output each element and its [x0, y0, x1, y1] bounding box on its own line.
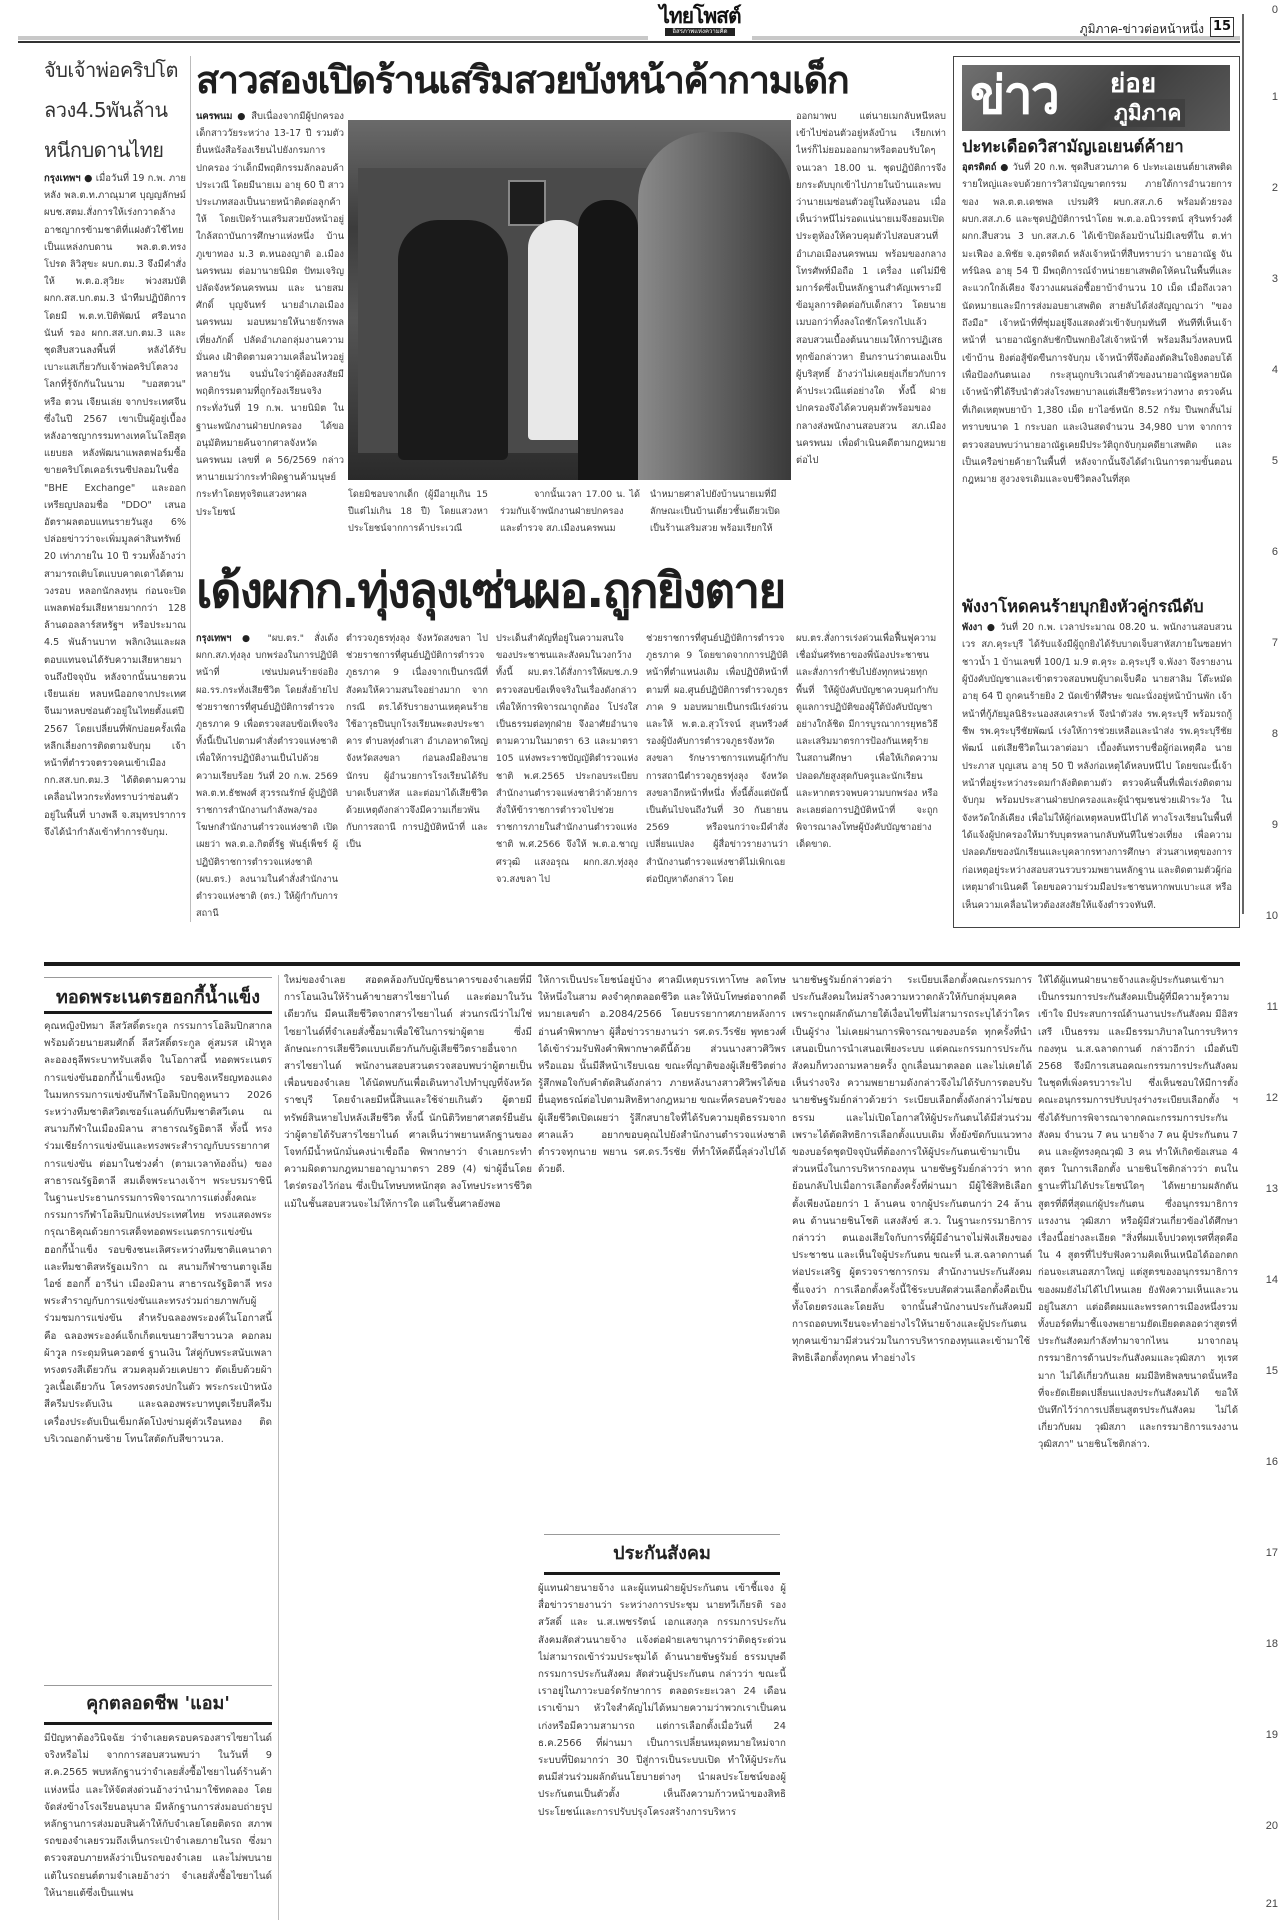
photo-caption-col-2: จากนั้นเวลา 17.00 น. ได้ร่วมกับเจ้าพนักงานฝ่ายปกครอง และตำรวจ สภ.เมืองนครพนม — [500, 489, 640, 535]
section-divider — [44, 962, 1240, 966]
brief-item-1-body — [962, 159, 1232, 589]
ruler-mark: 10 — [1265, 910, 1278, 922]
section-label: ภูมิภาค-ข่าวต่อหน้าหนึ่ง — [1079, 22, 1204, 36]
rule — [44, 1685, 272, 1686]
story-text: วันที่ 20 ก.พ. ชุดสืบสวนภาค 6 ปะทะเอเยนต์ยาเสพติดรายใหญ่และจบด้วยการวิสามัญฆาตกรรม ภายใต้การอำนวยการของ พล.ต.ต.เดชพล เปรมศิริ ผบก.สส.ภ.6 พร้อมด้วยรอง ผบก.สส.ภ.6 และชุดปฏิบัติการนำโดย พ.ต.อ.อนิวรรตน์ สุรินทร์วงศ์ ผกก.สืบสวน 3 บก.สส.ภ.6 ได้เข้าปิดล้อมบ้านไม่มีเลขที่ใน ต.ท่ามะเฟือง อ.พิชัย จ.อุตรดิตถ์ หลังเจ้าหน้าที่สืบทราบว่า นายอาณัฐ จันทร์นิลฉ อายุ 54 ปี มีพฤติการณ์จำหน่ายยาเสพติดให้คนในพื้นที่และละแวกใกล้เคียง จึงวางแผนล่อซื้อยาบ้าจำนวน 10 เม็ด เมื่อถึงเวลานัดหมายและมีการส่งมอบยาเสพติด สายลับได้ส่งสัญญาณว่า "ของถึงมือ" เจ้าหน้าที่ที่ซุ่มอยู่จึงแสดงตัวเข้าจับกุมทันที ทันทีที่เห็นเจ้าหน้าที่ นายอาณัฐกลับชักปืนพกยิงใส่เจ้าหน้าที่ พร้อมลืมวิ่งหลบหนีเข้าบ้าน ยิงต่อสู้ขัดขืนการจับกุม เจ้าหน้าที่จึงต้องตัดสินใจยิงตอบโต้เพื่อป้องกันตนเอง กระสุนถูกบริเวณลำตัวของนายอาณัฐหลายนัด เจ้าหน้าที่ได้รีบนำตัวส่งโรงพยาบาลแต่เสียชีวิตระหว่างทาง ตรวจค้นที่เกิดเหตุพบยาบ้า 1,380 เม็ด ยาไอซ์หนัก 8.52 กรัม ปืนพกสั้นไม่ทราบขนาด 1 กระบอก และเงินสดจำนวน 34,980 บาท จากการตรวจสอบพบว่านายอาณัฐเคยมีประวัติถูกจับกุมคดียาเสพติด และเป็นเครือข่ายค้ายาในพื้นที่ หลังจากนั้นจึงได้ดำเนินการตามขั้นตอนกฎหมาย สูงวงจรเดิมและจบชีวิตลงในที่สุด — [962, 162, 1232, 486]
photo-figure-officer-mid — [578, 200, 638, 480]
column-court-body-right: ใหม่ของจำเลย สอดคล้องกับบัญชีธนาคารของจำเลยที่มีการโอนเงินให้ร้านค้าขายสารไซยาไนด์ และต่อมาในวันเดียวกัน มีคนเสียชีวิตจากสารไซยาไนด์ ส่วนกรณีว่าไม่ใช่ไซยาไนด์ที่จำเลยสั่งซื้อมาเพื่อใช้ในการฆ่าผู้ตาย ซึ่งมีลักษณะการเสียชีวิตแบบเดียวกันกับผู้เสียชีวิตรายอื่นจากสารไซยาไนด์ พนักงานสอบสวนตรวจสอบพบว่าผู้ตายเป็นเพื่อนของจำเลย ได้นัดพบกันเพื่อเดินทางไปทำบุญที่จังหวัดราชบุรี โดยจำเลยมีหนี้สินและใช้จ่ายเกินตัว ผู้ตายมีทรัพย์สินหายไปหลังเสียชีวิต ทั้งนี้ นักนิติวิทยาศาสตร์ยืนยันว่าผู้ตายได้รับสารไซยาไนด์ ศาลเห็นว่าพยานหลักฐานของโจทก์มีน้ำหนักมั่นคงน่าเชื่อถือ พิพากษาว่า จำเลยกระทำความผิดตามกฎหมายอาญามาตรา 289 (4) ฆ่าผู้อื่นโดยไตร่ตรองไว้ก่อน ซึ่งเป็นโทษบทหนักสุด ลงโทษประหารชีวิต แม้ในชั้นสอบสวนจะไม่ให้การใด แต่ในชั้นศาลยังพอ — [284, 975, 532, 1210]
column-court-body-left: มีปัญหาต้องวินิจฉัย ว่าจำเลยครอบครองสารไซยาไนด์จริงหรือไม่ จากการสอบสวนพบว่า ในวันที่ 9 ส.ค.2565 พบหลักฐานว่าจำเลยสั่งซื้อไซยาไนด์ร้านค้าแห่งหนึ่ง และให้จัดส่งด่วนอ้างว่านำมาใช้ทดลอง โดยจัดส่งข้างโรงเรียนอนุบาล มีหลักฐานการส่งมอบถ่ายรูปหลักฐานการส่งมอบสินค้าให้กับจำเลยโดยติดรถ สภาพรถของจำเลยรวมถึงเห็นกระเป๋าจำเลยภายในรถ ซึ่งมาตรวจสอบภายหลังว่าเป็นรถของจำเลย และไม่พบนายแต้ในรถยนต์ตามจำเลยอ้างว่า จำเลยสั่งซื้อไซยาไนด์ให้นายแต้ซึ่งเป็นแฟน — [44, 1733, 272, 1899]
ruler-mark: 3 — [1271, 273, 1278, 285]
ruler-mark: 11 — [1266, 1001, 1278, 1013]
dateline: นครพนม ● — [196, 111, 247, 122]
story-police-col-1 — [196, 630, 338, 930]
ruler-bar — [1242, 14, 1244, 914]
photo-frame-portrait — [508, 180, 546, 226]
ruler-mark: 9 — [1271, 819, 1278, 831]
ruler-mark: 7 — [1271, 637, 1278, 649]
ruler-mark: 4 — [1271, 364, 1278, 376]
story-police-col-3: ประเด็นสำคัญที่อยู่ในความสนใจของประชาชนและสังคมในวงกว้าง ทั้งนี้ ผบ.ตร.ได้สั่งการให้ผบช.ภ.9 ตรวจสอบข้อเท็จจริงในเรื่องดังกล่าว เพื่อให้การพิจารณาถูกต้อง โปร่งใส เป็นธรรมต่อทุกฝ่าย จึงอาศัยอำนาจตามความในมาตรา 63 และมาตรา 105 แห่งพระราชบัญญัติตำรวจแห่งชาติ พ.ศ.2565 ประกอบระเบียบสำนักงานตำรวจแห่งชาติว่าด้วยการสั่งให้ข้าราชการตำรวจไปช่วยราชการภายในสำนักงานตำรวจแห่งชาติ พ.ศ.2566 จึงให้ พ.ต.อ.ชาญศรวุฒิ แสงอรุณ ผกก.สภ.ทุ่งลุง จว.สงขลา ไป — [496, 633, 638, 885]
ruler-mark: 13 — [1265, 1183, 1278, 1195]
column-princess-heading: ทอดพระเนตรฮอกกี้น้ำแข็ง — [55, 987, 261, 1008]
column-social-heading: ประกันสังคม — [613, 1543, 711, 1564]
story-text: วันที่ 20 ก.พ. เวลาประมาณ 08.20 น. พนักงานสอบสวนเวร สภ.คุระบุรี ได้รับแจ้งมีผู้ถูกยิงได้รับบาดเจ็บสาหัสภายในซอยท่าชาวน้ำ 1 บ้านเลขที่ 100/1 ม.9 ต.คุระ อ.คุระบุรี จ.พังงา จึงรายงานผู้บังคับบัญชาและเข้าตรวจสอบพบผู้บาดเจ็บคือ นายสาลิม โต๊ะหมัด อายุ 64 ปี ถูกคนร้ายยิง 2 นัดเข้าที่ศีรษะ ขณะนั่งอยู่หน้าบ้านพัก เจ้าหน้าที่กู้ภัยมูลนิธิระนองสงเคราะห์ จึงนำตัวส่ง รพ.คุระบุรี พร้อมรถกู้ชีพ รพ.คุระบุรีชัยพัฒน์ เร่งให้การช่วยเหลือและนำส่ง รพ.คุระบุรีชัยพัฒน์ แต่เสียชีวิตในเวลาต่อมา เบื้องต้นทราบชื่อผู้ก่อเหตุคือ นายประภาส บุญเสน อายุ 50 ปี หลังก่อเหตุได้หลบหนีไป โดยขณะนี้เจ้าหน้าที่อยู่ระหว่างระดมกำลังติดตามตัว ตรวจค้นพื้นที่เพื่อเร่งติดตามจับกุม พร้อมประสานฝ่ายปกครองและผู้นำชุมชนช่วยเฝ้าระวัง ในจังหวัดใกล้เคียง เพื่อไม่ให้ผู้ก่อเหตุหลบหนีไปได้ ทางโรงเรียนในพื้นที่ได้แจ้งผู้ปกครองให้มารับบุตรหลานกลับทันทีในช่วงเที่ยง เพื่อความปลอดภัยของนักเรียนและบุคลากรทางการศึกษา ส่วนสาเหตุของการก่อเหตุอยู่ระหว่างสอบสวนรวบรวมพยานหลักฐาน และติดตามตัวผู้ก่อเหตุมาดำเนินคดี โดยขอความร่วมมือประชาชนหากพบเบาะแส หรือเห็นความเคลื่อนไหวต้องสงสัยให้แจ้งตำรวจทันที. — [962, 622, 1232, 911]
column-court-heading: คุกตลอดชีพ 'แอม' — [86, 1693, 230, 1714]
ruler-mark: 5 — [1271, 455, 1278, 467]
page-ruler — [1240, 0, 1286, 1920]
rule — [44, 1722, 272, 1725]
brief-item-2-body — [962, 619, 1232, 919]
story-police-col-4: ช่วยราชการที่ศูนย์ปฏิบัติการตำรวจภูธรภาค 9 โดยขาดจากการปฏิบัติหน้าที่ตำแหน่งเดิม เพื่อปฏิบัติหน้าที่ตามที่ ผอ.ศูนย์ปฏิบัติการตำรวจภูธรภาค 9 มอบหมายเป็นกรณีเร่งด่วน และให้ พ.ต.อ.สุวโรจน์ สุนทรีวงศ์ รองผู้บังคับการตำรวจภูธรจังหวัดสงขลา รักษาราชการแทนผู้กำกับการสถานีตำรวจภูธรทุ่งลุง จังหวัดสงขลาอีกหน้าที่หนึ่ง ทั้งนี้ตั้งแต่บัดนี้เป็นต้นไปจนถึงวันที่ 30 กันยายน 2569 หรือจนกว่าจะมีคำสั่งเปลี่ยนแปลง ผู้สื่อข่าวรายงานว่า สำนักงานตำรวจแห่งชาติไม่เพิกเฉยต่อปัญหาดังกล่าว โดย — [646, 633, 788, 885]
banner-region-text: ภูมิภาค — [1110, 99, 1185, 127]
rule — [544, 1534, 780, 1535]
story-police-col-5: ผบ.ตร.สั่งการเร่งด่วนเพื่อฟื้นฟูความเชื่อมั่นศรัทธาของพี่น้องประชาชน และสั่งการกำชับไปยังทุกหน่วยทุกพื้นที่ ให้ผู้บังคับบัญชาควบคุมกำกับดูแลการปฏิบัติของผู้ใต้บังคับบัญชาอย่างใกล้ชิด มีการบูรณาการยุทธวิธีและเสริมมาตรการป้องกันเหตุร้ายในสถานศึกษา เพื่อให้เกิดความปลอดภัยสูงสุดกับครูและนักเรียน และหากตรวจพบความบกพร่อง หรือละเลยต่อการปฏิบัติหน้าที่ จะถูกพิจารณาลงโทษผู้บังคับบัญชาอย่างเด็ดขาด. — [796, 633, 938, 851]
masthead-rule-left — [18, 36, 648, 40]
story-crypto — [44, 50, 186, 925]
column-social-body-right: ให้ได้ผู้แทนฝ่ายนายจ้างและผู้ประกันตนเข้ามาเป็นกรรมการประกันสังคมเป็นผู้ที่มีความรู้ความเข้าใจ มีประสบการณ์ด้านงานประกันสังคม มีอิสรเสรี เป็นธรรม และมีธรรมาภิบาลในการบริหารกองทุน น.ส.ฉลาดกานต์ กล่าวอีกว่า เมื่อต้นปี 2568 จึงมีการเสนอคณะกรรมการประกันสังคมในชุดที่เพิ่งครบวาระไป ซึ่งเห็นชอบให้มีการตั้งคณะอนุกรรมการปรับปรุงร่างระเบียบเลือกตั้ง ฯ ซึ่งได้รับการพิจารณาจากคณะกรรมการประกันสังคม จำนวน 7 คน นายจ้าง 7 คน ผู้ประกันตน 7 คน และผู้ทรงคุณวุฒิ 3 คน ทำให้เกิดข้อเสนอ 4 สูตร ในการเลือกตั้ง นายชินโชติกล่าวว่า ตนในฐานะที่ไม่ได้ประโยชน์ใดๆ ได้พยายามผลักดันสูตรที่ดีที่สุดแก่ผู้ประกันตน ซึ่งอนุกรรมาธิการแรงงาน วุฒิสภา หรือผู้มีส่วนเกี่ยวข้องได้ศึกษาเรื่องนี้อย่างละเอียด "สิ่งที่ผมเจ็บปวดทุเรศที่สุดคือใน 4 สูตรที่ไปรับฟังความคิดเห็นเหนือได้ออกตก ก่อนจะเสนอสภาใหญ่ แต่สูตรของอนุกรรมาธิการของผมยังไม่ได้ไปไหนเลย ยังฟังความเห็นและวนอยู่ในสภา แต่อดีตผมและพรรคการเมืองหนึ่งรวมทั้งบอร์ดที่มาชี้แจงพยายามยัดเยียดตลอดว่าสูตรที่ประกันสังคมกำลังทำมาจากไหน มาจากอนุกรรมาธิการด้านประกันสังคมและวุฒิสภา ทุเรศมาก ไม่ได้เกี่ยวกันเลย ผมมีอิทธิพลขนาดนั้นหรือ ที่จะยัดเยียดเปลี่ยนแปลงประกันสังคมได้ ขอให้บันทึกไว้ว่าการเปลี่ยนสูตรประกันสังคม ไม่ได้เกี่ยวกับผม วุฒิสภา และกรรมาธิการแรงงานวุฒิสภา" นายชินโชติกล่าว. — [1038, 975, 1238, 1451]
column-social-body-left: ผู้แทนฝ่ายนายจ้าง และผู้แทนฝ่ายผู้ประกันตน เข้าชี้แจง ผู้สื่อข่าวรายงานว่า ระหว่างการประชุม นายทวีเกียรติ รองสวัสดิ์ และ น.ส.เพชรรัตน์ เอกแสงกุล กรรมการประกันสังคมสัดส่วนนายจ้าง แจ้งต่อฝ่ายเลขานุการว่าติดธุระด่วน ไม่สามารถเข้าร่วมประชุมได้ ด้านนายชัษฐรัมย์ ธรรมบุษดี กรรมการประกันสังคม สัดส่วนผู้ประกันตน กล่าวว่า ขณะนี้เราอยู่ในภาวะบอร์ดรักษาการ ตลอดระยะเวลา 24 เดือนเราเข้ามา หัวใจสำคัญไม่ได้หมายความว่าพวกเราเป็นคนเก่งหรือมีความสามารถ แต่การเลือกตั้งเมื่อวันที่ 24 ธ.ค.2566 ที่ผ่านมา เป็นการเปลี่ยนหมุดหมายใหม่จากระบบที่ปิดมากว่า 30 ปีสู่การเป็นระบบเปิด ทำให้ผู้ประกันตนมีส่วนร่วมผลักดันนโยบายต่างๆ นำผลประโยชน์ของผู้ประกันตนเป็นตัวตั้ง เห็นถึงความก้าวหน้าของสิทธิประโยชน์และการปรับปรุงโครงสร้างการบริหาร — [538, 1583, 786, 1818]
story-text: สืบเนื่องจากมีผู้ปกครองเด็กสาววัยระหว่าง 13-17 ปี รวมตัวยื่นหนังสือร้องเรียนไปยังกรมการปกครอง ว่าเด็กมีพฤติกรรมลักลอบค้าประเวณี โดยมีนายเม อายุ 60 ปี สาวประเภทสองเป็นนายหน้าติดต่อลูกค้าให้ โดยเปิดร้านเสริมสวยบังหน้าอยู่ใกล้สถาบันการศึกษาแห่งหนึ่ง บ้านภูเขาทอง ม.3 ต.หนองญาติ อ.เมืองนครพนม ต่อมานายนิมิต ปัทมเจริญ ปลัดจังหวัดนครพนม และ นายสมศักดิ์ บุญจันทร์ นายอำเภอเมืองนครพนม มอบหมายให้นายจักรพล เที่ยงภักดิ์ ปลัดอำเภอกลุ่มงานความมั่นคง เฝ้าติดตามความเคลื่อนไหวอยู่หลายวัน จนมั่นใจว่าผู้ต้องสงสัยมีพฤติกรรมตามที่ถูกร้องเรียนจริง กระทั่งวันที่ 19 ก.พ. นายนิมิต ในฐานะพนักงานฝ่ายปกครอง ได้ขออนุมัติหมายค้นจากศาลจังหวัดนครพนม เลขที่ ค 56/2569 กล่าวหานายเมว่ากระทำผิดฐานค้ามนุษย์ กระทำโดยทุจริตแสวงหาผลประโยชน์ — [196, 111, 344, 518]
story-police-col-2: ตำรวจภูธรทุ่งลุง จังหวัดสงขลา ไปช่วยราชการที่ศูนย์ปฏิบัติการตำรวจภูธรภาค 9 เนื่องจากเป็นกรณีที่สังคมให้ความสนใจอย่างมาก จากกรณี ตร.ได้รับรายงานเหตุคนร้ายใช้อาวุธปืนบุกโรงเรียนพะตงประชาคาร ตำบลทุ่งตำเสา อำเภอหาดใหญ่ จังหวัดสงขลา ก่อนลงมือยิงนายนักรบ ผู้อำนวยการโรงเรียนได้รับบาดเจ็บสาหัส และต่อมาได้เสียชีวิต ด้วยเหตุดังกล่าวจึงมีความเกี่ยวพันกับการสถานี การปฏิบัติหน้าที่ และเป็น — [346, 633, 488, 851]
brief-item-1-headline: ปะทะเดือดวิสามัญเอเยนต์ค้ายา — [962, 137, 1184, 156]
ruler-mark: 19 — [1265, 1729, 1278, 1741]
photo-caption-col-3: นำหมายศาลไปยังบ้านนายเมที่มีลักษณะเป็นบ้านเดี่ยวชั้นเดียวเปิดเป็นร้านเสริมสวย พร้อมเรียกให้ — [650, 489, 780, 535]
rule — [544, 1572, 780, 1575]
ruler-mark: 21 — [1265, 1898, 1278, 1910]
story-beauty-headline: สาวสองเปิดร้านเสริมสวยบังหน้าค้ากามเด็ก — [196, 58, 849, 102]
dateline: พังงา ● — [962, 622, 997, 633]
story-police-headline: เด้งผกก.ทุ่งลุงเซ่นผอ.ถูกยิงตาย — [196, 563, 785, 619]
dateline: อุตรดิตถ์ ● — [962, 162, 1009, 173]
newspaper-logo — [648, 4, 752, 42]
ruler-mark: 16 — [1265, 1456, 1278, 1468]
ruler-mark: 20 — [1265, 1820, 1278, 1832]
column-princess-body: คุณหญิงปัทมา ลีสวัสดิ์ตระกูล กรรมการโอลิมปิกสากล พร้อมด้วยนายสมศักดิ์ ลีสวัสดิ์ตระกูล คู่สมรส เฝ้าทูลละอองธุลีพระบาทรับเสด็จ ในโอกาสนี้ ทอดพระเนตรการแข่งขันฮอกกี้น้ำแข็งหญิง รอบชิงเหรียญทองแดง ในมหกรรมการแข่งขันกีฬาโอลิมปิกฤดูหนาว 2026 ระหว่างทีมชาติสวิตเซอร์แลนด์กับทีมชาติสวีเดน ณ สนามกีฬาในเมืองมิลาน สาธารณรัฐอิตาลี ทั้งนี้ ทรงร่วมเชียร์การแข่งขันและทรงพระสำราญกับบรรยากาศการแข่งขัน ต่อมาในช่วงค่ำ (ตามเวลาท้องถิ่น) ของสาธารณรัฐอิตาลี สมเด็จพระนางเจ้าฯ พระบรมราชินี ในฐานะประธานกรรมการพิจารณาการแต่งตั้งคณะกรรมการกีฬาโอลิมปิกแห่งประเทศไทย ทรงแสดงพระกรุณาธิคุณด้วยการเสด็จทอดพระเนตรการแข่งขันฮอกกี้น้ำแข็ง รอบชิงชนะเลิศระหว่างทีมชาติแคนาดา และทีมชาติสหรัฐอเมริกา ณ สนามกีฬาซานตาจูเลีย ไอซ์ ฮอกกี้ อารีน่า เมืองมิลาน สาธารณรัฐอิตาลี ทรงพระสำราญกับการแข่งขันและทรงร่วมถ่ายภาพกับผู้ร่วมชมการแข่งขัน สำหรับฉลองพระองค์ในโอกาสนี้ คือ ฉลองพระองค์แจ็กเก็ตแขนยาวสีขาวนวล คอกลม ผ้าวูล กระดุมหินควอตซ์ ฐานเงิน ใส่คู่กับพระสนับเพลา ทรงตรงสีเดียวกัน สวมคลุมด้วยเคปยาว ตัดเย็บด้วยผ้าวูลเนื้อเดียวกัน โครงทรงตรงปกในตัว พระกระเป๋าหนังสีครีมประดับเงิน และฉลองพระบาทบูตเรียบสีครีม เครื่องประดับเป็นเข็มกลัดโป่งข่ามคู่ตัวเรือนทอง ติดบริเวณอกด้านซ้าย โทนใสตัดกับสีขาวนวล. — [44, 1021, 272, 1445]
ruler-mark: 2 — [1271, 182, 1278, 194]
news-brief-box — [953, 56, 1240, 928]
photo-caption-col-1: โดยมิชอบจากเด็ก (ผู้มีอายุเกิน 15 ปีแต่ไม่เกิน 18 ปี) โดยแสวงหาประโยชน์จากการค้าประเวณี — [348, 489, 488, 535]
masthead-rule-bottom — [18, 41, 1240, 43]
ruler-mark: 1 — [1271, 91, 1278, 103]
ruler-mark: 6 — [1271, 546, 1278, 558]
dateline: กรุงเทพฯ ● — [196, 633, 258, 644]
ruler-mark: 14 — [1265, 1274, 1278, 1286]
column-social-body-mid: นายชัษฐรัมย์กล่าวต่อว่า ระเบียบเลือกตั้งคณะกรรมการประกันสังคมใหม่สร้างความหวาดกลัวให้กับกลุ่มบุคคล เพราะถูกผลักดันภายใต้เงื่อนไขที่ไม่สามารถระบุได้ว่าใครเป็นผู้ร่าง ไม่เคยผ่านการพิจารณาของบอร์ด ทุกครั้งที่นำเสนอเป็นการนำเสนอเพียงระบบ แต่คณะกรรมการประกันสังคมก็ทวงถามหลายครั้ง ถูกเลื่อนมาตลอด และไม่เคยได้เห็นร่างจริง ความพยายามดังกล่าวจึงไม่ได้รับการตอบรับ นายชัษฐรัมย์กล่าวด้วยว่า ระเบียบเลือกตั้งดังกล่าวไม่ชอบธรรม และไม่เปิดโอกาสให้ผู้ประกันตนได้มีส่วนร่วม เพราะได้ตัดสิทธิการเลือกตั้งแบบเดิม ทั้งยังขัดกับแนวทางของบอร์ดชุดปัจจุบันที่ต้องการให้ผู้ประกันตนเข้ามาเป็นส่วนหนึ่งในการบริหารกองทุน นายชัษฐรัมย์กล่าวว่า หากย้อนกลับไปเมื่อการเลือกตั้งครั้งที่ผ่านมา มีผู้ใช้สิทธิเลือกตั้งเพียงน้อยกว่า 1 ล้านคน จากผู้ประกันตนกว่า 24 ล้านคน ด้านนายชินโชติ แสงสังข์ ส.ว. ในฐานะกรรมาธิการ กล่าวว่า ตนเองเสียใจกับการที่ผู้มีอำนาจไม่ฟังเสียงของประชาชน และเห็นใจผู้ประกันตน ขณะที่ น.ส.ฉลาดกานต์ ห่อประเสริฐ ผู้ตรวจราชการกรม สำนักงานประกันสังคม ชี้แจงว่า การเลือกตั้งครั้งนี้ใช้ระบบสัดส่วนเลือกตั้งคือเป็นทั้งโดยตรงและโดยลับ จากนั้นสำนักงานประกันสังคมมีการถอดบทเรียนจะทำอย่างไรให้นายจ้างและผู้ประกันตนทุกคนเข้ามามีส่วนร่วมในการบริหารกองทุนและเข้ามาใช้สิทธิเลือกตั้งทุกคน ทำอย่างไร — [792, 975, 1032, 1365]
logo-text: ไทยโพสต์ — [659, 4, 741, 28]
news-photo-raid — [348, 120, 791, 480]
banner-main-text: ข่าว — [970, 66, 1058, 126]
story-text: เมื่อวันที่ 19 ก.พ. ภายหลัง พล.ต.ท.ภาณุมาศ บุญญลักษม์ ผบช.สตม.สั่งการให้เร่งกวาดล้างอาชญากรข้ามชาติที่แฝงตัวใช้ไทยเป็นแหล่งกบดาน พล.ต.ต.ทรงโปรด ลิวิสุขะ ผบก.ตม.3 จึงมีคำสั่งให้ พ.ต.อ.สุวิยะ พ่วงสมบัติ ผกก.สส.บก.ตม.3 นำทีมปฏิบัติการโดยมี พ.ต.ท.ปิติพัฒน์ ศรีอนาถนันท์ รอง ผกก.สส.บก.ตม.3 และชุดสืบสวนลงพื้นที่ หลังได้รับเบาะแสเกี่ยวกับเจ้าพ่อคริปโตลวงโลกที่รู้จักกันในนาม "บอสตวน" หรือ ตวน เจียนเล่ย จากประเทศจีน ซึ่งในปี 2567 เขาเป็นผู้อยู่เบื้องหลังอาชญากรรมทางเทคโนโลยีสุดแยบยล หลังพัฒนาแพลตฟอร์มซื้อขายคริปโตเคอร์เรนซีปลอมในชื่อ "BHE Exchange" และออกเหรียญปลอมชื่อ "DDO" เสนออัตราผลตอบแทนรายวันสูง 6% ปล่อยข่าวว่าจะเพิ่มมูลค่าสินทรัพย์ 20 เท่าภายใน 10 ปี รวมทั้งอ้างว่าสามารถเติบโตแบบคาดเดาได้ตามวงรอบ หลอกนักลงทุน ก่อนจะปิดแพลตฟอร์มเสียหายมากกว่า 128 ล้านดอลลาร์สหรัฐฯ หรือประมาณ 4.5 พันล้านบาท พลิกเงินและผลตอบแทนจนได้รับความเสียหายมาจนถึงปัจจุบัน หลังจากนั้นนายตวน เจียนเล่ย หลบหนีออกจากประเทศจีนมาหลบซ่อนตัวอยู่ในไทยตั้งแต่ปี 2567 โดยเปลี่ยนที่พักบ่อยครั้งเพื่อหลีกเลี่ยงการติดตามจับกุม เจ้าหน้าที่ตำรวจตรวจคนเข้าเมือง กก.สส.บก.ตม.3 ได้ติดตามความเคลื่อนไหวกระทั่งทราบว่าซ่อนตัวอยู่ในพื้นที่ บางพลี จ.สมุทรปราการ จึงได้นำกำลังเข้าทำการจับกุม. — [44, 173, 186, 838]
ruler-mark: 18 — [1265, 1638, 1278, 1650]
story-crypto-body — [44, 170, 186, 920]
story-text: "ผบ.ตร." สั่งเด้ง ผกก.สภ.ทุ่งลุง บกพร่องในการปฏิบัติหน้าที่ เซ่นปมคนร้ายจ่อยิง ผอ.รร.กระทั่งเสียชีวิต โดยสั่งย้ายไปช่วยราชการที่ศูนย์ปฏิบัติการตำรวจภูธรภาค 9 เพื่อตรวจสอบข้อเท็จจริง ทั้งนี้เป็นไปตามคำสั่งตำรวจแห่งชาติเพื่อให้การปฏิบัติงานเป็นไปด้วยความเรียบร้อย วันที่ 20 ก.พ. 2569 พล.ต.ท.ธัชพงศ์ สุวรรณรักษ์ ผู้ปฏิบัติราชการสำนักงานกำลังพล/รองโฆษกสำนักงานตำรวจแห่งชาติ เปิดเผยว่า พล.ต.อ.กิตติ์รัฐ พันธุ์เพ็ชร์ ผู้ปฏิบัติราชการตำรวจแห่งชาติ (ผบ.ตร.) ลงนามในคำสั่งสำนักงานตำรวจแห่งชาติ (ตร.) ให้ผู้กำกับการสถานี — [196, 633, 338, 920]
rule — [44, 977, 272, 978]
ruler-mark: 17 — [1265, 1547, 1278, 1559]
dateline: กรุงเทพฯ ● — [44, 173, 93, 184]
story-crypto-headline-3: หนีกบดานไทย — [44, 138, 164, 162]
column-court-body-cont: ให้การเป็นประโยชน์อยู่บ้าง ศาลมีเหตุบรรเทาโทษ ลดโทษให้หนึ่งในสาม คงจำคุกตลอดชีวิต และให้นับโทษต่อจากคดีหมายเลขดำ อ.2084/2566 โดยบรรยากาศภายหลังการอ่านคำพิพากษา ผู้สื่อข่าวรายงานว่า รศ.ดร.วีรชัย พุทธวงศ์ ได้เข้าร่วมรับฟังคำพิพากษาคดีนี้ด้วย ส่วนนางสาวศิวิพร หรือแอม นั้นมีสีหน้าเรียบเฉย ขณะที่ญาติของผู้เสียชีวิตต่างรู้สึกพอใจกับคำตัดสินดังกล่าว ภายหลังนางสาวศิวิพรได้ขอยื่นอุทธรณ์ต่อไปตามสิทธิทางกฎหมาย ขณะที่ครอบครัวของผู้เสียชีวิตเปิดเผยว่า รู้สึกสบายใจที่ได้รับความยุติธรรมจากศาลแล้ว อยากขอบคุณไปยังสำนักงานตำรวจแห่งชาติ ตำรวจทุกนาย พยาน รศ.ดร.วีรชัย ที่ทำให้คดีนี้ลุล่วงไปได้ด้วยดี. — [538, 975, 786, 1176]
banner-small-text: ย่อย — [1110, 69, 1157, 99]
photo-figure-officer-right — [638, 132, 791, 480]
story-beauty-col-1 — [196, 108, 344, 528]
column-divider — [278, 975, 279, 1920]
column-divider — [190, 56, 191, 922]
ruler-mark: 8 — [1271, 728, 1278, 740]
masthead — [0, 0, 1240, 48]
photo-figure-officer-left — [398, 220, 508, 460]
brief-item-2-headline: พังงาโหดคนร้ายบุกยิงหัวคู่กรณีดับ — [962, 597, 1204, 616]
rule — [44, 1011, 272, 1014]
story-crypto-headline-1: จับเจ้าพ่อคริปโต — [44, 58, 178, 82]
logo-tagline: อิสรภาพแห่งความคิด — [665, 28, 735, 36]
page-number: 15 — [1210, 17, 1234, 37]
ruler-mark: 12 — [1265, 1092, 1278, 1104]
news-brief-banner — [962, 65, 1230, 131]
story-crypto-headline-2: ลวง4.5พันล้าน — [44, 98, 168, 122]
ruler-mark: 15 — [1265, 1365, 1278, 1377]
ruler-mark: 0 — [1271, 4, 1278, 16]
story-beauty-col-3: ออกมาพบ แต่นายเมกลับหนีหลบเข้าไปซ่อนตัวอยู่หลังบ้าน เรียกเท่าไหร่ก็ไม่ยอมออกมาหรือตอบรับใดๆ จนเวลา 18.00 น. ชุดปฏิบัติการจึงยกระดับบุกเข้าไปภายในบ้านและพบว่านายเมซ่อนตัวอยู่ในห้องนอน เมื่อเห็นว่าหนีไม่รอดแน่นายเมจึงยอมเปิดประตูห้องให้ควบคุมตัวไปสอบสวนที่อำเภอเมืองนครพนม พร้อมของกลางโทรศัพท์มือถือ 1 เครื่อง แต่ไม่มีซิมการ์ดซึ่งเป็นหลักฐานสำคัญเพราะมีข้อมูลการติดต่อกับเด็กสาว โดยนายเมบอกว่าทิ้งลงโถชักโครกไปแล้ว สอบสวนเบื้องต้นนายเมให้การปฏิเสธทุกข้อกล่าวหา ยืนกรานว่าตนเองเป็นผู้บริสุทธิ์ อ้างว่าไม่เคยยุ่งเกี่ยวกับการค้าประเวณีแต่อย่างใด ทั้งนี้ ฝ่ายปกครองจึงได้ควบคุมตัวพร้อมของกลางส่งพนักงานสอบสวน สภ.เมืองนครพนม เพื่อดำเนินคดีตามกฎหมายต่อไป — [796, 111, 946, 467]
